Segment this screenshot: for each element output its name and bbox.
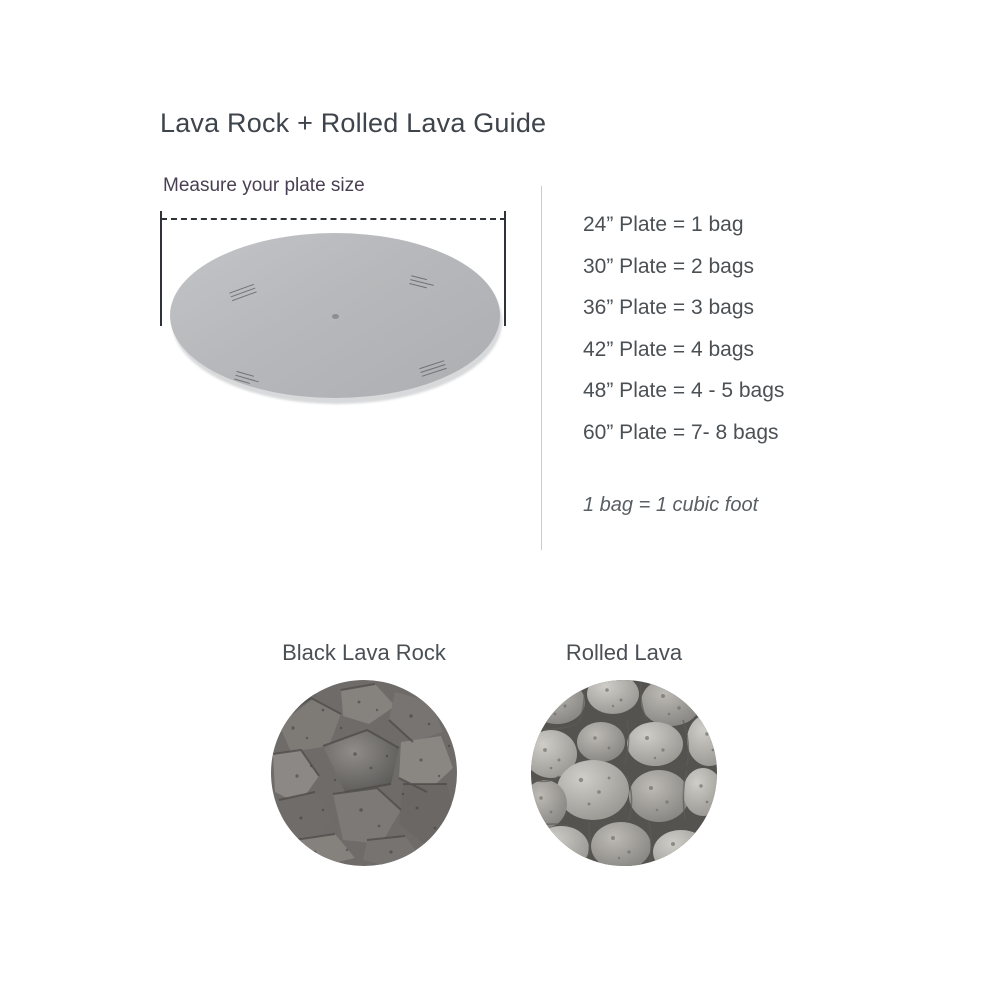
rolled-lava-swatch [531,680,717,866]
list-item: 42” Plate = 4 bags [583,337,755,361]
measure-tick-right [504,211,506,326]
list-item: 30” Plate = 2 bags [583,254,755,278]
plate-diagram [150,205,520,420]
burner-mark-top-right [409,272,436,292]
vertical-divider [541,186,542,550]
list-item: 36” Plate = 3 bags [583,296,755,319]
measure-dashed-line [161,218,506,220]
black-lava-rock-caption: Black Lava Rock [282,640,446,665]
measure-plate-size-label: Measure your plate size [163,175,365,196]
measure-tick-left [160,211,162,326]
plate-size-list [583,204,963,453]
burner-mark-bottom-right [418,357,447,379]
plate-ellipse [170,233,500,398]
rolled-lava-caption: Rolled Lava [565,640,683,665]
black-lava-rock-swatch [271,680,457,866]
page-title: Lava Rock + Rolled Lava Guide [160,108,547,138]
list-item: 24” Plate = 1 bag [583,213,744,236]
rolled-lava-texture [531,680,717,866]
plate-center-hole [332,314,339,319]
black-lava-rock-texture [271,680,457,866]
burner-mark-top-left [228,281,258,304]
list-item: 60” Plate = 7- 8 bags [583,420,779,444]
bag-volume-note: 1 bag = 1 cubic foot [583,494,759,516]
list-item: 48” Plate = 4 - 5 bags [583,379,785,402]
